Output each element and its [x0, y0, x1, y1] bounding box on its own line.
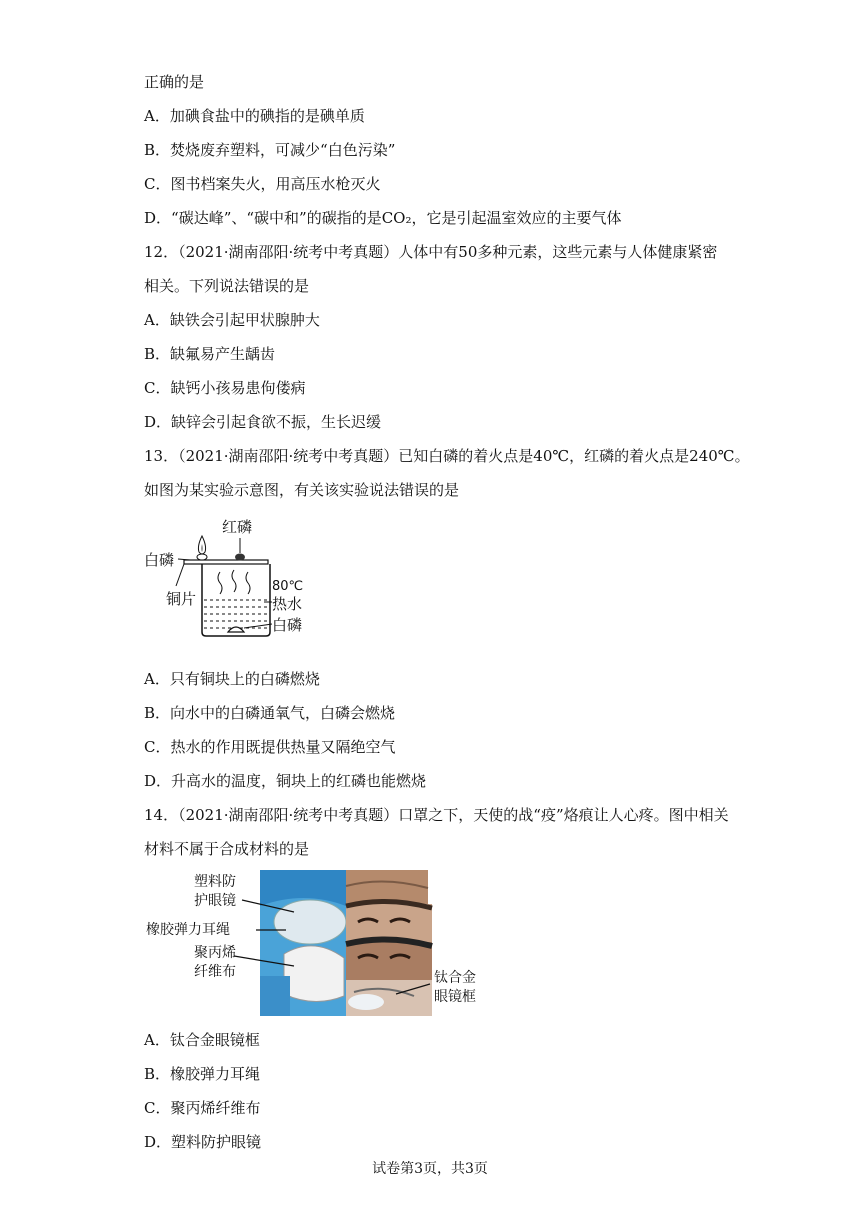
- label-titanium-line2: 眼镜框: [434, 989, 476, 1005]
- white-phosphorus-on-plate: [197, 554, 207, 560]
- q13-stem-line2: 如图为某实验示意图，有关该实验说法错误的是: [144, 481, 460, 499]
- q14-option-a: A．钛合金眼镜框: [144, 1031, 260, 1049]
- q12-stem-line1: 12．（2021·湖南邵阳·统考中考真题）人体中有50多种元素，这些元素与人体健康紧密: [144, 243, 718, 261]
- q13-option-d: D．升高水的温度，铜块上的红磷也能燃烧: [144, 772, 427, 790]
- label-red-phosphorus: 红磷: [222, 518, 253, 536]
- q12-option-d: D．缺锌会引起食欲不振，生长迟缓: [144, 413, 382, 431]
- label-pp-fabric-line2: 纤维布: [194, 964, 236, 980]
- label-temperature: 80℃: [272, 579, 304, 594]
- q14-stem-line1: 14．（2021·湖南邵阳·统考中考真题）口罩之下，天使的战“疫”烙痕让人心疼。图中相关: [144, 806, 729, 824]
- protective-gear-photo-figure: [144, 866, 500, 1018]
- copper-plate: [184, 560, 268, 564]
- q12-option-b: B．缺氟易产生龋齿: [144, 345, 276, 363]
- q11-tail-text: 正确的是: [144, 73, 205, 91]
- label-ear-rope: 橡胶弹力耳绳: [146, 922, 230, 938]
- label-titanium-line1: 钛合金: [434, 970, 476, 986]
- q14-stem-line2: 材料不属于合成材料的是: [144, 840, 310, 858]
- q11-option-c: C．图书档案失火，用高压水枪灭火: [144, 175, 381, 193]
- label-hot-water: 热水: [272, 595, 303, 613]
- hot-water: [204, 600, 268, 628]
- label-pp-fabric-line1: 聚丙烯: [194, 945, 236, 961]
- q13-option-c: C．热水的作用既提供热量又隔绝空气: [144, 738, 396, 756]
- q12-option-c: C．缺钙小孩易患佝偻病: [144, 379, 306, 397]
- phosphorus-combustion-diagram: [144, 518, 314, 642]
- q11-option-d: D．“碳达峰”、“碳中和”的碳指的是CO₂，它是引起温室效应的主要气体: [144, 209, 622, 227]
- label-white-phosphorus-bottom: 白磷: [272, 616, 303, 634]
- page-footer: 试卷第3页，共3页: [372, 1161, 488, 1177]
- q13-option-a: A．只有铜块上的白磷燃烧: [144, 670, 320, 688]
- q14-option-d: D．塑料防护眼镜: [144, 1133, 262, 1151]
- label-goggles-line2: 护眼镜: [194, 893, 236, 909]
- q11-option-a: A．加碘食盐中的碘指的是碘单质: [144, 107, 365, 125]
- red-phosphorus-on-plate: [235, 554, 245, 561]
- q14-option-c: C．聚丙烯纤维布: [144, 1099, 261, 1117]
- q13-stem-line1: 13．（2021·湖南邵阳·统考中考真题）已知白磷的着火点是40℃，红磷的着火点是240℃。: [144, 447, 750, 465]
- q11-option-b: B．焚烧废弃塑料，可减少“白色污染”: [144, 141, 396, 159]
- steam-lines: [218, 570, 250, 594]
- q13-option-b: B．向水中的白磷通氧气，白磷会燃烧: [144, 704, 396, 722]
- face-photo-3: [346, 942, 432, 980]
- label-goggles-line1: 塑料防: [194, 874, 236, 890]
- q14-option-b: B．橡胶弹力耳绳: [144, 1065, 261, 1083]
- q12-option-a: A．缺铁会引起甲状腺肿大: [144, 311, 320, 329]
- q12-stem-line2: 相关。下列说法错误的是: [144, 277, 310, 295]
- copper-pointer: [176, 564, 184, 586]
- label-copper-plate: 铜片: [166, 590, 197, 608]
- face-photo-1: [346, 870, 428, 904]
- label-white-phosphorus-top: 白磷: [144, 551, 175, 569]
